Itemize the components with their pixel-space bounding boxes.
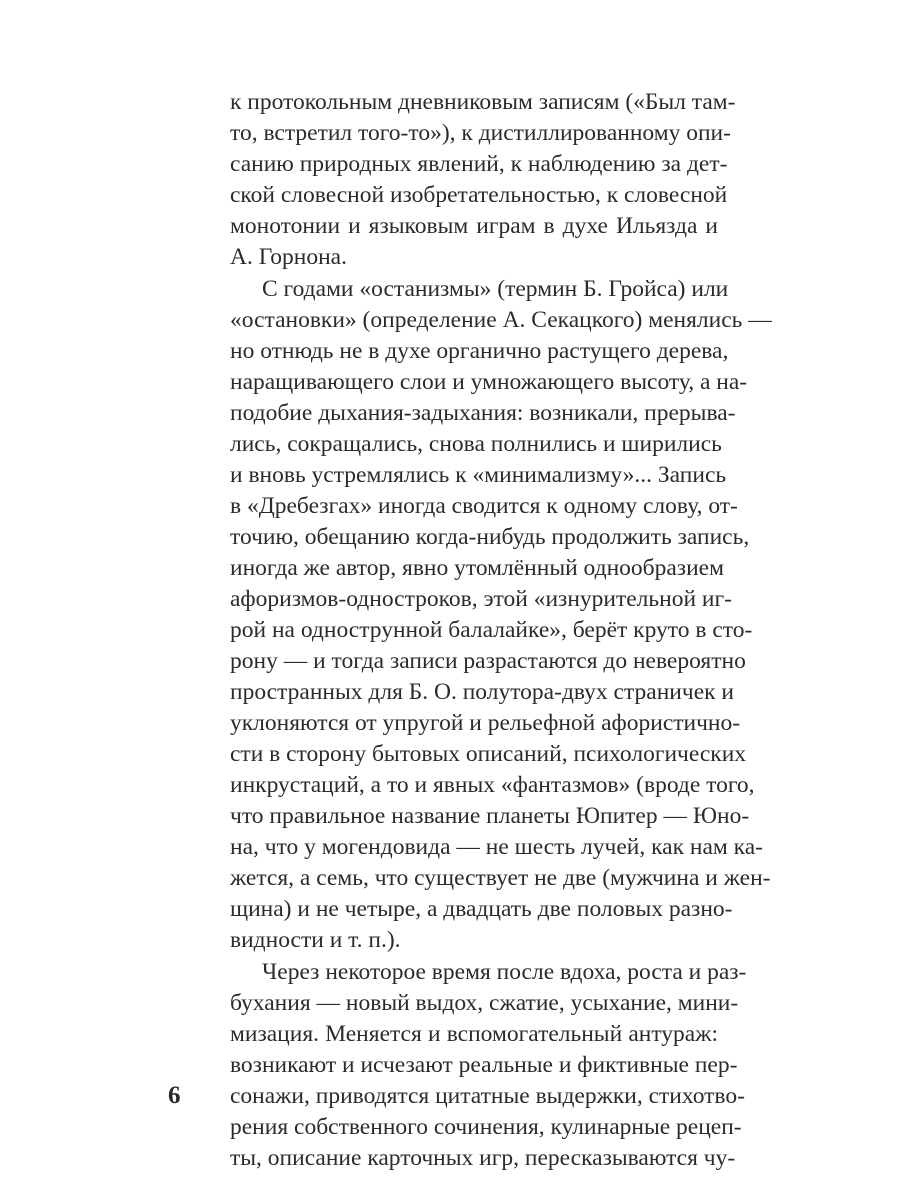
text-line: рения собственного сочинения, кулинарные рецеп-: [230, 1114, 742, 1140]
text-line: сонажи, приводятся цитатные выдержки, стихотво-: [230, 1083, 745, 1109]
text-line: санию природных явлений, к наблюдению за дет-: [230, 151, 728, 177]
text-line: афоризмов-одностроков, этой «изнурительной иг-: [230, 586, 732, 612]
text-line: что правильное название планеты Юпитер — Юно-: [230, 803, 750, 829]
text-line: ской словесной изобретательностью, к словесной: [230, 182, 728, 208]
text-line: на, что у могендовида — не шесть лучей, как нам ка-: [230, 834, 763, 860]
text-line: и вновь устремлялись к «минимализму»... Запись: [230, 462, 727, 488]
page-number: 6: [168, 1082, 181, 1109]
text-line: возникают и исчезают реальные и фиктивные пер-: [230, 1052, 738, 1078]
text-line: точию, обещанию когда-нибудь продолжить запись,: [230, 524, 750, 550]
text-line: сти в сторону бытовых описаний, психологических: [230, 741, 747, 767]
text-line: рону — и тогда записи разрастаются до невероятно: [230, 648, 746, 674]
text-line: но отнюдь не в духе органично растущего дерева,: [230, 338, 729, 364]
paragraph-first-line: Через некоторое время после вдоха, роста и раз-: [262, 959, 747, 985]
text-line: то, встретил того-то»), к дистиллированному опи-: [230, 120, 731, 146]
text-line: наращивающего слои и умножающего высоту, а на-: [230, 369, 748, 395]
text-line: иногда же автор, явно утомлённый однообразием: [230, 555, 724, 581]
text-line: А. Горнона.: [230, 244, 347, 270]
text-line: рой на однострунной балалайке», берёт круто в сто-: [230, 617, 753, 643]
text-line: ты, описание карточных игр, пересказываются чу-: [230, 1145, 736, 1171]
text-line: бухания — новый выдох, сжатие, усыхание, мини-: [230, 990, 739, 1016]
text-line: щина) и не четыре, а двадцать две половых разно-: [230, 896, 733, 922]
text-line: лись, сокращались, снова полнились и ширились: [230, 431, 722, 457]
text-line: «остановки» (определение А. Секацкого) менялись —: [230, 307, 772, 333]
text-line: уклоняются от упругой и рельефной афористично-: [230, 710, 741, 736]
text-line: инкрустаций, а то и явных «фантазмов» (вроде того,: [230, 772, 755, 798]
text-line: жется, а семь, что существует не две (мужчина и жен-: [230, 865, 771, 891]
text-line: монотонии и языковым играм в духе Ильязда и: [230, 213, 718, 239]
text-line: пространных для Б. О. полутора-двух страничек и: [230, 679, 734, 705]
paragraph-first-line: С годами «останизмы» (термин Б. Гройса) или: [262, 276, 729, 302]
text-line: видности и т. п.).: [230, 927, 401, 953]
text-line: мизация. Меняется и вспомогательный антураж:: [230, 1021, 718, 1047]
text-line: подобие дыхания-задыхания: возникали, прерыва-: [230, 400, 736, 426]
text-line: в «Дребезгах» иногда сводится к одному слову, от-: [230, 493, 738, 519]
text-line: к протокольным дневниковым записям («Был там-: [230, 89, 736, 115]
